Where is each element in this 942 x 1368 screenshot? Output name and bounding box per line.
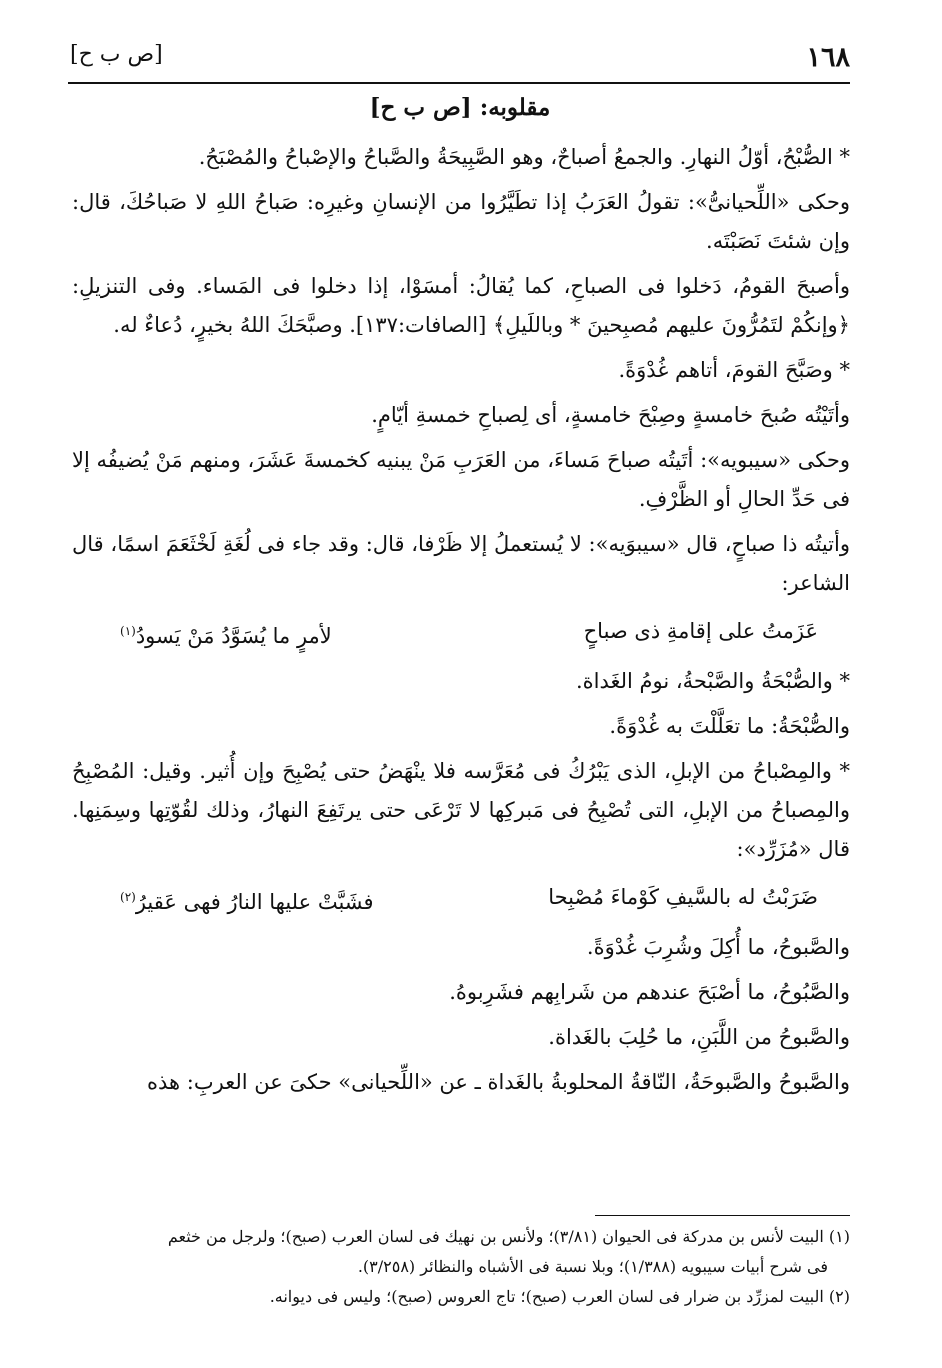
paragraph: وأتيتُه ذا صباحٍ، قال «سيبوَيه»: لا يُستعملُ إلا ظَرْفا، قال: وقد جاء فى لُغَةِ لَخْثَعَمَ اسمًا، قال الشاعر: [72,532,850,595]
verse-first-hemistich: عَزَمتُ على إقامةِ ذى صباحٍ [583,619,818,643]
footnote: (١) البيت لأنس بن مدركة فى الحيوان (٣/٨١)؛ ولأنس بن نهيك فى لسان العرب (صبح)؛ ولرجل من خثعم [167,1227,850,1246]
verse-text: لأمرٍ ما يُسَوَّدُ مَنْ يَسودُ [135,624,332,648]
paragraph: والصَّبوحُ والصَّبوحَةُ، النّاقةُ المحلوبةُ بالغَداة ـ عن «اللِّحيانى» حكىَ عن العربِ: هذه [147,1070,850,1094]
section-heading: مقلوبه: [ص ب ح] [369,94,551,121]
verse-second-hemistich [120,875,374,924]
paragraph: * الصُّبْحُ، أوّلُ النهارِ. والجمعُ أصباحٌ، وهو الصَّبِيحَةُ والصَّباحُ والإصْباحُ والمُصْبَحُ. [198,145,850,169]
paragraph: والصَّبوحُ، ما أُكِلَ وشُرِبَ غُدْوَةً. [586,935,850,959]
header-rule [68,82,850,84]
footnote-marker: (١) [120,624,136,638]
paragraph: وأصبحَ القومُ، دَخلوا فى الصباحِ، كما يُقالُ: أمسَوْا، إذا دخلوا فى المَساء. وفى التنزيلِ: ﴿وإنكُمْ لتَمُرُّونَ عليهم مُصبِحينَ * وباللَيلِ﴾ [الصافات:١٣٧]. وصبَّحَكَ اللهُ بخيرٍ، دُعاءٌ له. [72,274,850,337]
verse-second-hemistich [120,609,332,658]
paragraph: والصَّبوحُ من اللَّبَنِ، ما حُلِبَ بالغَداة. [548,1025,850,1049]
paragraph: وحكى «سيبويه»: أتَيتُه صباحَ مَساءَ، من العَرَبِ مَنْ يبنيه كخمسةَ عَشَرَ، ومنهم مَنْ يُضيفُه إلا فى حَدِّ الحالِ أو الظَّرْفِ. [72,448,850,511]
poetry-verse-1 [72,609,850,658]
paragraph: * والمِصْباحُ من الإبلِ، الذى يَبْرُكُ فى مُعَرَّسه فلا ينْهَضُ حتى يُصْبِحَ وإن أُثير. وقيل: المُصْبِحُ والمِصباحُ من الإبلِ، التى تُصْبِحُ فى مَبركِها لا تَرْعَى حتى يرتَفِعَ النهارُ، وذلك لقُوّتِها وسِمَنِها. قال «مُزَرِّد»: [72,759,850,861]
running-header-root: [ص ب ح] [70,42,163,67]
verse-text: فشَبَّتْ عليها النارُ فهى عَقيرُ [135,890,374,914]
poetry-verse-2 [72,875,850,924]
paragraph: * وصَبَّحَ القومَ، أتاهم غُدْوَةً. [618,358,850,382]
main-text [72,138,850,1108]
paragraph: وحكى «اللِّحيانىُّ»: تقولُ العَرَبُ إذا تطَيَّرُوا من الإنسانِ وغيرِه: صَباحُ اللهِ لا صَباحُكَ، قال: وإن شئتَ نَصَبْتَه. [72,190,850,253]
footnote-continuation: فى شرح أبيات سيبويه (١/٣٨٨)؛ وبلا نسبة فى الأشباه والنظائر (٣/٢٥٨). [357,1257,828,1276]
page-number: ١٦٨ [806,42,850,73]
paragraph: والصَّبُوحُ، ما أصْبَحَ عندهم من شَرابِهم فشَرِبوهُ. [449,980,850,1004]
footnote-marker: (٢) [120,890,136,904]
footnote: (٢) البيت لمزرِّد بن ضرار فى لسان العرب (صبح)؛ تاج العروس (صبح)؛ وليس فى ديوانه. [269,1287,850,1306]
verse-first-hemistich: ضَرَبْتُ له بالسَّيفِ كَوْماءَ مُصْبِحا [548,885,818,909]
paragraph: وأتَيْتُه صُبحَ خامسةٍ وصِبْحَ خامسةٍ، أى لِصباحِ خمسةِ أيّامٍ. [371,403,850,427]
paragraph: والصُّبْحَةُ: ما تعَلَّلْتَ به غُدْوَةً. [609,714,850,738]
footnote-rule [595,1215,850,1216]
footnotes [72,1222,850,1312]
paragraph: * والصُّبْحَةُ والصَّبْحةُ، نومُ الغَداة. [575,669,850,693]
